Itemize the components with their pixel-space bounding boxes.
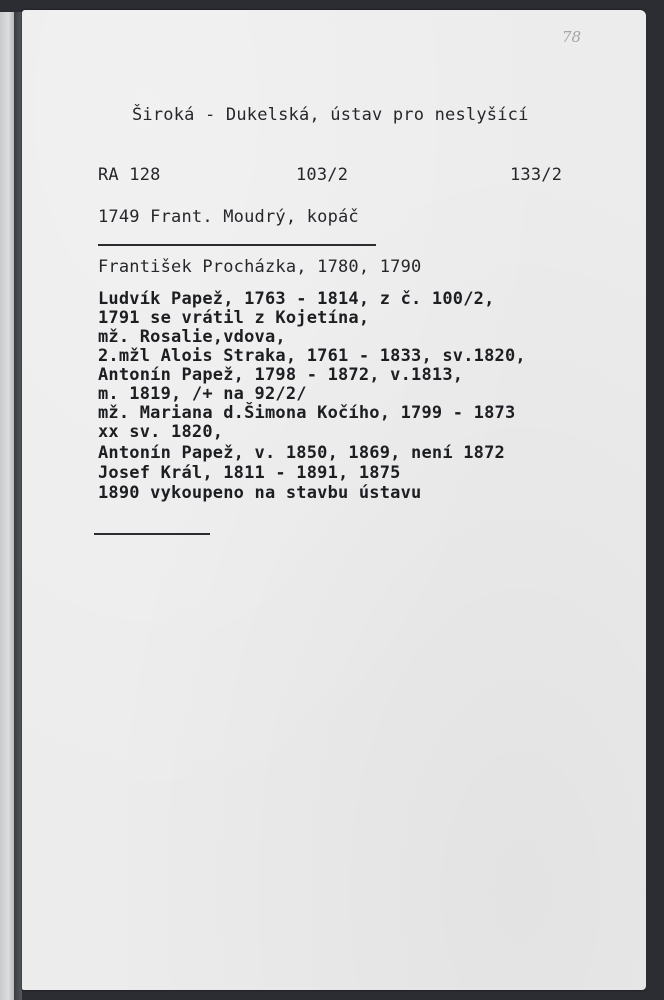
owner-entry-4: mž. Rosalie,vdova, (98, 327, 286, 347)
owner-entry-2: Ludvík Papež, 1763 - 1814, z č. 100/2, (98, 289, 495, 309)
card-gap-shadow (14, 12, 22, 1000)
new-house-number: 133/2 (510, 165, 563, 185)
owner-entry-7: m. 1819, /+ na 92/2/ (98, 384, 307, 404)
section-divider (98, 244, 376, 246)
owner-entry-3: 1791 se vrátil z Kojetína, (98, 308, 370, 328)
owner-entry-5: 2.mžl Alois Straka, 1761 - 1833, sv.1820, (98, 346, 526, 366)
end-divider (94, 533, 210, 535)
adjacent-card-edge (0, 12, 14, 1000)
old-house-number: 103/2 (296, 165, 349, 185)
card-title: Široká - Dukelská, ústav pro neslyšící (132, 105, 529, 125)
page-number: 78 (562, 28, 582, 46)
owner-entry-12: 1890 vykoupeno na stavbu ústavu (98, 483, 422, 503)
owner-entry-8: mž. Mariana d.Šimona Kočího, 1799 - 1873 (98, 403, 516, 423)
scanner-background-edge (646, 10, 664, 1000)
owner-entry-10: Antonín Papež, v. 1850, 1869, není 1872 (98, 443, 505, 463)
index-card (22, 10, 646, 990)
owner-entry-6: Antonín Papež, 1798 - 1872, v.1813, (98, 365, 464, 385)
owner-entry-11: Josef Král, 1811 - 1891, 1875 (98, 463, 401, 483)
first-owner-line: 1749 Frant. Moudrý, kopáč (98, 207, 359, 227)
ra-reference: RA 128 (98, 165, 161, 185)
owner-entry-9: xx sv. 1820, (98, 422, 224, 442)
owner-entry-1: František Procházka, 1780, 1790 (98, 257, 422, 277)
